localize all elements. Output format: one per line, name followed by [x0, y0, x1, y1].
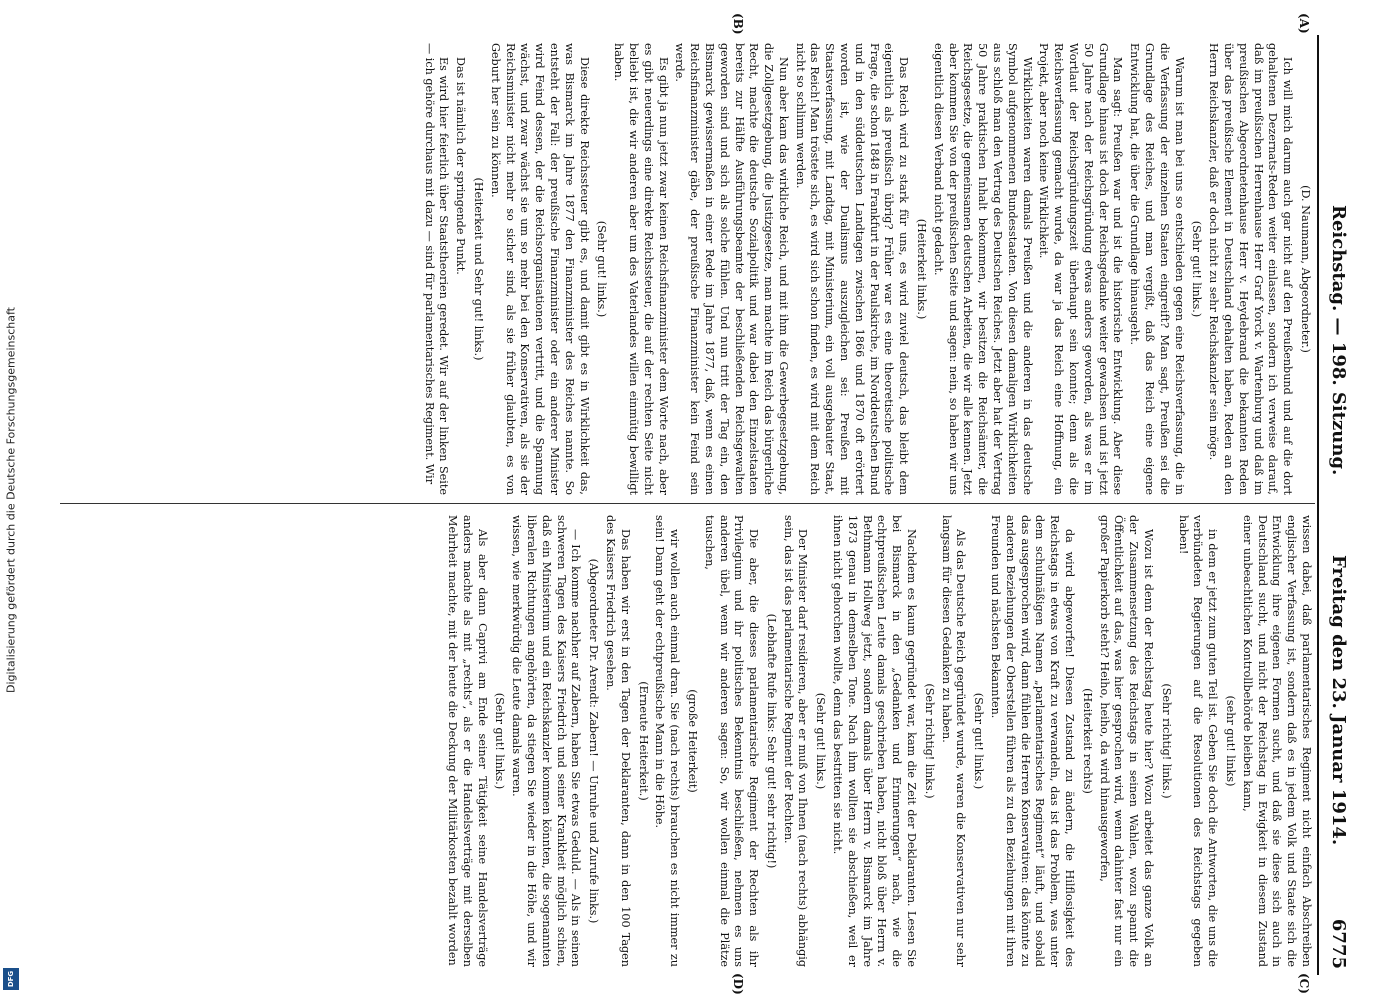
paragraph: Das haben wir erst in den Tagen der Deklaranten, dann in den 100 Tagen des Kaisers Friedrich gesehen. [603, 515, 632, 967]
reaction: (sehr gut! links) [1224, 695, 1238, 787]
paragraph: Man sagt: Preußen war und ist die historische Entwicklung. Aber diese Grundlage hinaus ist doch der Reichsgedanke weiter gewachsen und ist jetzt 50 Jahre nach der Reichsgründung etwas anders geworden, als was er im Wortlaut der Reichsgründungszeit überhaupt sein konnte; denn als die Reichsverfassung gemacht wurde, da war ja das Reich eine Hoffnung, ein Projekt, aber noch keine Wirklichkeit. [1037, 43, 1125, 495]
reaction: (Erneute Heiterkeit.) [636, 681, 650, 801]
reaction: (Heiterkeit links.) [915, 218, 929, 320]
reaction: (Sehr gut! links.) [972, 692, 986, 790]
paragraph: Als das Deutsche Reich gegründet wurde, waren die Konservativen nur sehr langsam für diesen Gedanken zu haben. [939, 515, 968, 967]
margin-marker-a: (A) [1297, 13, 1311, 34]
margin-marker-c: (C) [1297, 973, 1311, 994]
column-divider [60, 503, 1315, 504]
paragraph: — Ich komme nachher auf Zabern, haben Sie etwas Geduld. — Als in seinen schweren Tagen des Kaisers Friedrich und seiner Krankheit möglich schien, daß ein Ministerium und ein Reichskanzler kommen könnten, die sogenannten liberalen Richtungen angehörten, da stiegen Sie wieder in die Höhe, und wir wissen, wie merkwürdig die Leute damals waren. [510, 515, 583, 967]
paragraph: in dem er jetzt zum guten Teil ist. Geben Sie doch die Antworten, die uns die verbündeten Regierungen auf die Resolutionen des Reichstags gegeben haben! [1176, 515, 1220, 967]
paragraph: Als aber dann Caprivi am Ende seiner Tätigkeit seine Handelsverträge anders machte als mit „rechts“, als er die Handelsverträge mit derselben Mehrheit machte, mit der heute die Deckung der Militärkosten bezahlt worden [445, 515, 489, 967]
margin-marker-d: (D) [731, 973, 745, 995]
paragraph: Das Reich wird zu stark für uns, es wird zuviel deutsch, das bleibt dem eigentlich als preußisch übrig? Früher war es eine theoretische politische Frage, die schon 1848 in Frankfurt in der Paulskirche, im Norddeutschen Bund und in den süddeutschen Landtagen zwischen 1866 und 1870 oft erörtert worden ist, wie der Dualismus auszugleichen sei: Preußen mit Staatsverfassung, mit Landtag, mit Ministerium, ein voll ausgebauter Staat, das Reich! Man tröstete sich, es wird sich schon finden, es wird mit dem Reich nicht so schlimm werden. [793, 43, 911, 495]
footer-strip [0, 0, 22, 1000]
reaction: (Abgeordneter Dr. Arendt: Zabern! — Unruhe und Zurufe links.) [587, 558, 601, 924]
page-header [1321, 35, 1355, 975]
header-center: Freitag den 23. Januar 1914. [1328, 555, 1349, 846]
paragraph: Es wird hier feierlich über Staatstheorien geredet. Wir auf der linken Seite — ich gehöre durchaus mit dazu — sind für parlamentarisches Regiment. Wir [422, 43, 451, 495]
paragraph: Nachdem es kaum gegründet war, kam die Zeit der Deklaranten. Lesen Sie bei Bismarck in den „Gedanken und Erinnerungen“ nach, wie die echtpreußischen Leute damals geschrieben haben, nicht bloß über Herrn v. Bethmann Hollweg jetzt, sondern damals über Herrn v. Bismarck im Jahre 1873 genau in demselben Tone. Nach ihm wollten sie abschießen, weil er ihnen nicht gehorchen wollte, denn das bestritten sie nicht. [831, 515, 919, 967]
right-column [63, 515, 1313, 967]
paragraph: Der Minister darf residieren, aber er muß von Ihnen (nach rechts) abhängig sein, das ist das parlamentarische Regiment der Rechten. [781, 515, 810, 967]
dfg-logo [3, 968, 19, 990]
margin-marker-b: (B) [731, 13, 745, 35]
header-rule [1317, 35, 1319, 975]
reaction: (Sehr richtig! links.) [922, 683, 936, 799]
dfg-logo-text: DFG [7, 970, 15, 988]
left-column [63, 43, 1313, 495]
reaction: (Sehr richtig! links.) [1159, 683, 1173, 799]
paragraph: Diese direkte Reichssteuer gibt es, und damit gibt es in Wirklichkeit das, was Bismarck im Jahre 1877 den Finanzminister des Reiches nannte. So entsteht der Fall: der preußische Finanzminister oder ein anderer Minister wird Feind dessen, der die Reichsorganisationen vertritt, und die Spannung wächst, und zwar wächst sie um so mehr bei den Konservativen, als sie der Reichsminister nicht mehr so sicher sind, als sie früher glaubten, es von Geburt her sein zu können. [488, 43, 591, 495]
paragraph: Die aber, die dieses parlamentarische Regiment der Rechten als ihr Privilegium und ihr politisches Bekenntnis beschließen, nehmen es uns anderen übel, wenn wir anderen sagen: So, wir wollen einmal die Plätze tauschen, [702, 515, 761, 967]
reaction: (Lebhafte Rufe links: Sehr gut! sehr richtig!) [764, 613, 778, 869]
paragraph: da wird abgeworfen! Diesen Zustand zu ändern, die Hilflosigkeit des Reichstags in etwas von Kraft zu verwandeln, das ist das Problem, was unter dem schulmäßigen Namen „parlamentarisches Regiment“ läuft, und sobald das ausgesprochen wird, dann fühlen die Herren Konservativen: das könnte zu anderen Beziehungen der Oberstellen führen als zu den Beziehungen mit ihren Freunden und nächsten Bekannten. [989, 515, 1077, 967]
paragraph: Das ist nämlich der springende Punkt. [454, 57, 468, 275]
paragraph: Es gibt ja nun jetzt zwar keinen Reichsfinanzminister dem Worte nach, aber es gibt neuerdings eine direkte Reichssteuer, die auf der rechten Seite nicht beliebt ist, die wir anderen aber um des Vaterlandes willen einmütig bewilligt haben. [612, 43, 670, 495]
reaction: (Heiterkeit rechts) [1080, 688, 1094, 794]
page-number: 6775 [1328, 918, 1349, 969]
paragraph: Warum ist man bei uns so entschieden gegen eine Reichsverfassung, die in die Verfassung der einzelnen Staaten eingreift? Man sagt, Preußen sei die Grundlage des Reiches, und man vergißt, daß das Reich eine eigene Entwicklung hat, die über die Grundlage hinausgeht. [1128, 43, 1186, 495]
reaction: (große Heiterkeit) [685, 689, 699, 793]
reaction: (Sehr gut! links.) [814, 692, 828, 790]
paragraph: wissen dabei, daß parlamentarisches Regiment nicht einfach Abschreiben englischer Verfassung ist, sondern daß es in jedem Volk und Staate sich die Entwicklung ihre eigenen Formen sucht, und daß sie diese sich auch in Deutschland sucht, und nicht der Reichstag in Ewigkeit in diesem Zustand einer unbeachtlichen Kontrollbehörde bleiben kann, [1240, 515, 1313, 967]
paragraph: Ich will mich darum auch gar nicht auf den Preußenbund und auf die dort gehaltenen Dezernats-Reden weiter einlassen, sondern ich verweise darauf, daß im preußischen Herrenhause Herr Graf Yorck v. Wartenburg und daß im preußischen Abgeordnetenhause Herr v. Heydebrand die bekannten Reden über das preußische Element in Deutschland gehalten haben, Reden an den Herrn Reichskanzler, daß er doch nicht zu sehr Reichskanzler sein möge. [1207, 43, 1295, 495]
reaction: (Sehr gut! links.) [595, 220, 609, 318]
reaction: (Sehr gut! links.) [493, 692, 507, 790]
funding-note: Digitalisierung gefördert durch die Deutsche Forschungsgemeinschaft [4, 307, 18, 693]
paragraph: Wirklichkeiten waren damals Preußen und die anderen in das deutsche Symbol aufgenommenen Bundesstaaten. Von diesen damaligen Wirklichkeiten aus schloß man den Vertrag des Deutschen Reiches. Jetzt aber hat der Vertrag 50 Jahre praktischen Inhalt bekommen, wir besitzen die Reichsämter, die Reichsgesetze, die gemeinsamen deutschen Arbeiten, die wir alle kennen. Jetzt aber kommen Sie von der preußischen Seite und sagen: nein, so haben wir uns eigentlich diesen Verband nicht gedacht. [931, 43, 1034, 495]
scanned-page [55, 13, 1355, 995]
reaction: (Sehr gut! links.) [1190, 220, 1204, 318]
paragraph: Nun aber kam das wirkliche Reich, und mit ihm die Gewerbegesetzgebung, die Zollgesetzgebung, die Justizgesetze, man machte im Reich das bürgerliche Recht, machte die deutsche Sozialpolitik und war dabei den Einzelstaaten bereits zur Hälfte Ausführungsbeamte der beschließenden Reichsgewalten geworden sind und sich als solche fühlen. Und nun tritt der Tag ein, den Bismarck gewissermaßen in einer Rede im Jahre 1877, daß, wenn es einen Reichsfinanzminister gäbe, der preußische Finanzminister kein Feind sein werde. [673, 43, 790, 495]
speaker-line: (D. Naumann, Abgeordneter.) [1299, 185, 1312, 353]
paragraph: wir wollen auch einmal dran. Sie (nach rechts) brauchen es nicht immer zu sein! Dann geht der echtpreußische Mann in die Höhe. [653, 515, 682, 967]
reaction: (Heiterkeit und Sehr gut! links.) [471, 177, 485, 361]
header-left: Reichstag. — 198. Sitzung. [1328, 205, 1349, 476]
paragraph: Wozu ist denn der Reichstag heute hier? Wozu arbeitet das ganze Volk an der Zusammensetzung des Reichstags in seinen Wahlen, wozu spannt die Öffentlichkeit auf das, was hier gesprochen wird, wenn dahinter fast nur ein großer Papierkorb steht? Heiho, heiho, da wird hinausgeworfen, [1097, 515, 1156, 967]
